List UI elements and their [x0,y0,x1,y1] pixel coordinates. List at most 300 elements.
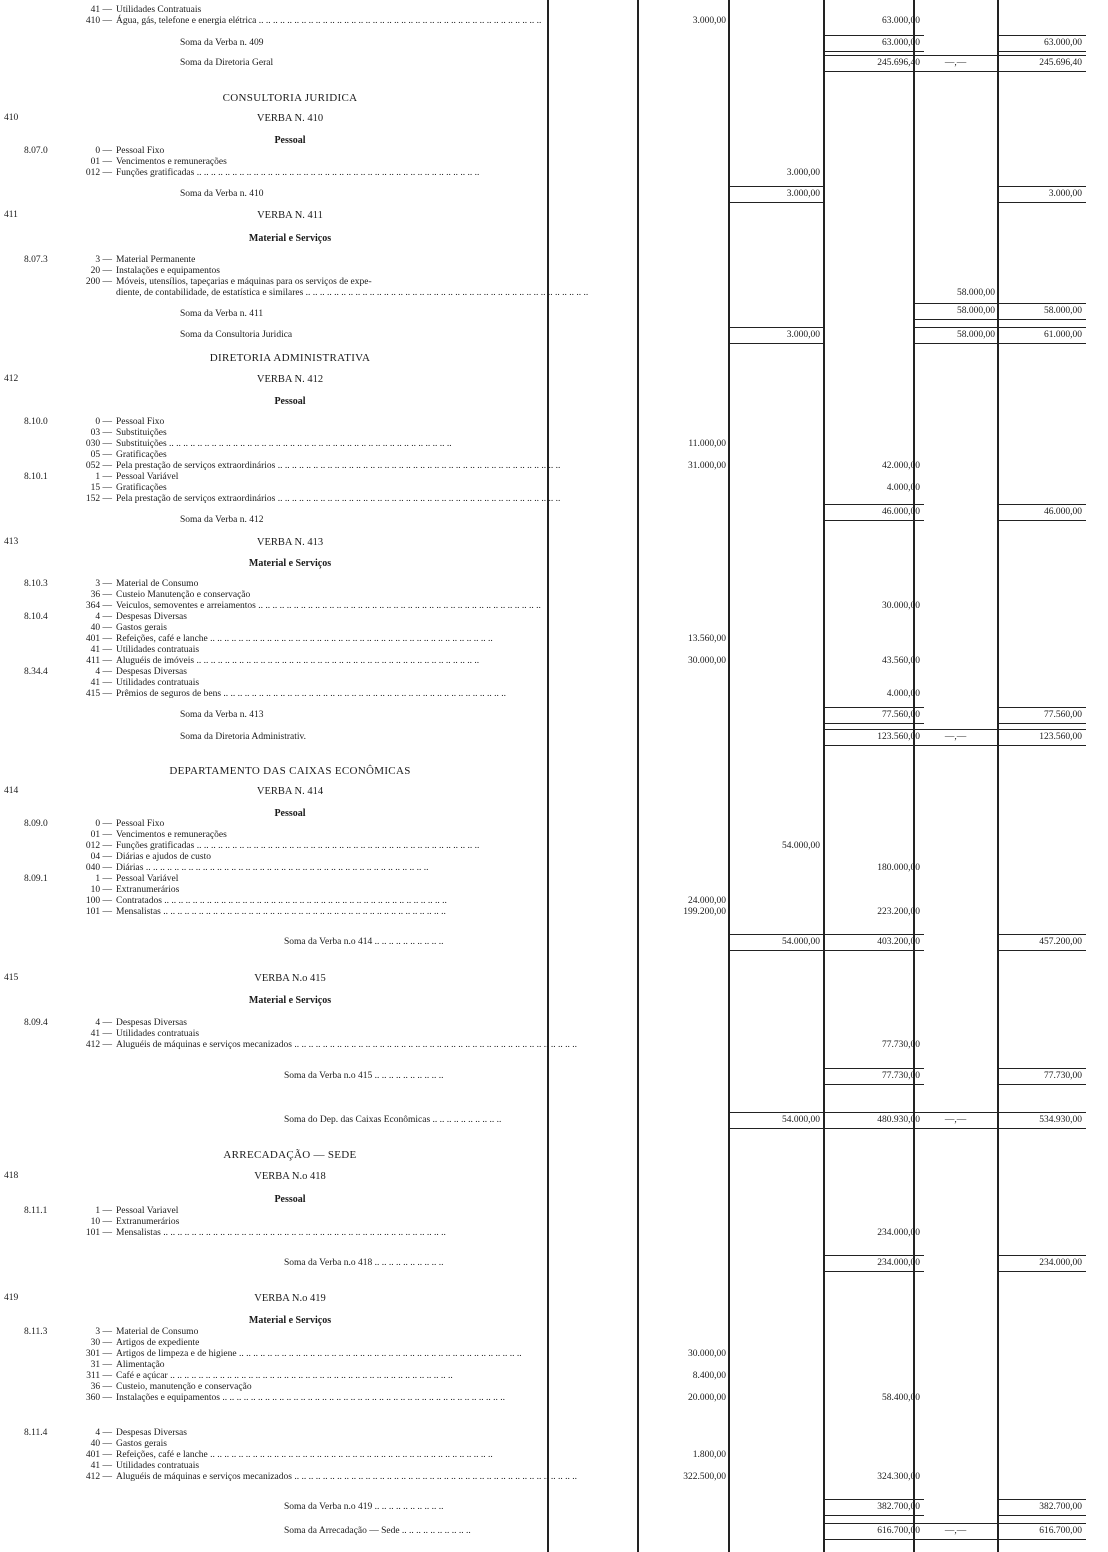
amount-c6: 3.000,00 [1048,189,1082,199]
underline-rule [998,934,1086,935]
item-description [116,1360,542,1370]
item-description [116,428,542,438]
amount-c1: 11.000,00 [688,439,726,449]
group-heading: Pessoal [274,396,306,407]
item-text: Material de Consumo [116,1327,199,1337]
total-rule [998,723,1086,724]
amount-c6: 77.730,00 [1044,1071,1082,1081]
total-rule [998,1271,1086,1272]
classification-code: 152 — [85,494,112,504]
classification-code: 41 — [90,678,112,688]
amount-c4: 42.000,00 [882,461,920,471]
classification-code: 311 — [86,1371,112,1381]
item-text: Vencimentos e remunerações [116,830,227,840]
leader-dots: .. .. .. .. .. .. .. .. .. .. [372,1071,444,1081]
verba-code: 415 [4,973,19,983]
item-text: Despesas Diversas [116,1428,187,1438]
leader-dots: .. .. .. .. .. .. .. .. .. .. .. .. .. .. .. .. .. .. .. .. .. .. .. .. .. .. .. .. .. .. .. .. .. .. .. .. .. .. .. .. [275,494,561,504]
item-description [116,1206,542,1216]
amount-c6: 77.560,00 [1044,710,1082,720]
total-rule [728,950,824,951]
verba-code: 418 [4,1171,19,1181]
budget-code: 8.10.3 [24,579,48,589]
verba-heading: VERBA N. 412 [256,374,324,385]
item-description [116,678,542,688]
item-text: Instalações e equipamentos [116,1393,220,1403]
verba-heading: VERBA N. 411 [257,210,323,221]
classification-code: 01 — [90,830,112,840]
total-rule [914,1128,999,1129]
amount-c6: 616.700,00 [1039,1526,1082,1536]
column-rule-2 [823,0,825,1552]
classification-code: 0 — [95,819,112,829]
amount-c2: 3.000,00 [786,189,820,199]
item-text: Pessoal Variável [116,874,179,884]
classification-code: 301 — [85,1349,112,1359]
sum-label [180,515,542,525]
underline-rule [998,504,1086,505]
classification-code: 012 — [85,168,112,178]
total-rule [914,1539,999,1540]
leader-dots: .. .. .. .. .. .. .. .. .. .. .. .. .. .. .. .. .. .. .. .. .. .. .. .. .. .. .. .. .. .. .. .. .. .. .. .. .. .. .. .. [194,841,480,851]
budget-code: 8.11.3 [24,1327,48,1337]
classification-code: 411 — [86,656,112,666]
total-rule [824,1515,924,1516]
item-text: Alimentação [116,1360,165,1370]
leader-dots: .. .. .. .. .. .. .. .. .. .. .. .. .. .. .. .. .. .. .. .. .. .. .. .. .. .. .. .. .. .. .. .. .. .. .. .. .. .. .. .. [161,896,447,906]
amount-c6: 234.000,00 [1039,1258,1082,1268]
verba-code: 414 [4,786,19,796]
item-description [116,819,542,829]
underline-rule [824,1255,924,1256]
item-text: Material Permanente [116,255,196,265]
sum-label [180,732,542,742]
item-text: Utilidades contratuais [116,1029,200,1039]
item-description [116,885,542,895]
underline-rule [824,1112,924,1113]
item-description [116,601,542,611]
leader-dots: .. .. .. .. .. .. .. .. .. .. .. .. .. .. .. .. .. .. .. .. .. .. .. .. .. .. .. .. .. .. .. .. .. .. .. .. .. .. .. .. [236,1349,522,1359]
classification-code: 101 — [85,1228,112,1238]
underline-rule [998,1523,1086,1524]
classification-code: 412 — [85,1472,112,1482]
classification-code: 04 — [90,852,112,862]
amount-c4: 63.000,00 [882,16,920,26]
item-description [116,157,542,167]
item-description [116,5,542,15]
classification-code: 1 — [95,874,112,884]
item-text: Refeições, café e lanche [116,634,208,644]
item-text: Água, gás, telefone e energia elétrica [116,16,257,26]
total-rule [998,1539,1086,1540]
item-text: Funções gratificadas [116,841,195,851]
item-text: Instalações e equipamentos [116,266,220,276]
amount-c4: 43.560,00 [882,656,920,666]
amount-c1: 30.000,00 [688,656,726,666]
section-heading: ARRECADAÇÃO — SEDE [223,1149,357,1161]
section-heading: DEPARTAMENTO DAS CAIXAS ECONÔMICAS [169,765,411,777]
budget-code: 8.10.1 [24,472,48,482]
item-text: Despesas Diversas [116,667,187,677]
classification-code: 101 — [85,907,112,917]
classification-code: 1 — [95,472,112,482]
item-text: Pessoal Variavel [116,1206,179,1216]
item-description [116,1439,542,1449]
amount-c4: 123.560,00 [877,732,920,742]
leader-dots: .. .. .. .. .. .. .. .. .. .. .. .. .. .. .. .. .. .. .. .. .. .. .. .. .. .. .. .. .. .. .. .. .. .. .. .. .. .. .. .. [207,634,493,644]
underline-rule [998,1112,1086,1113]
amount-c5: —,— [944,58,967,68]
sum-label [284,1258,544,1268]
sum-text: Soma da Verba n.o 418 [284,1258,373,1268]
item-text: Móveis, utensílios, tapeçarias e máquinas para os serviços de expe- [116,277,372,287]
amount-c6: 123.560,00 [1039,732,1082,742]
sum-text: Soma da Diretoria Administrativ. [180,732,307,742]
amount-c4: 223.200,00 [877,907,920,917]
amount-c5: 58.000,00 [957,288,995,298]
group-heading: Pessoal [274,808,306,819]
amount-c1: 30.000,00 [688,1349,726,1359]
sum-label [180,330,542,340]
item-description [116,1393,542,1403]
sum-text: Soma da Diretoria Geral [180,58,274,68]
sum-text: Soma da Verba n.o 414 [284,937,373,947]
underline-rule [914,1112,999,1113]
classification-code: 41 — [90,645,112,655]
item-description [116,1450,542,1460]
total-rule [914,745,999,746]
item-text: Pessoal Fixo [116,819,165,829]
classification-code: 040 — [85,863,112,873]
classification-code: 05 — [90,450,112,460]
underline-rule [728,186,824,187]
amount-c2: 54.000,00 [782,1115,820,1125]
leader-dots: .. .. .. .. .. .. .. .. .. .. .. .. .. .. .. .. .. .. .. .. .. .. .. .. .. .. .. .. .. .. .. .. .. .. .. .. .. .. .. .. [167,1371,453,1381]
leader-dots: .. .. .. .. .. .. .. .. .. .. [430,1115,502,1125]
classification-code: 10 — [90,885,112,895]
amount-c6: 63.000,00 [1044,38,1082,48]
group-heading: Material e Serviços [248,233,332,244]
item-description [116,461,561,471]
total-rule [824,71,924,72]
underline-rule [728,934,824,935]
budget-code: 8.09.0 [24,819,48,829]
budget-code: 8.07.3 [24,255,48,265]
amount-c4: 77.730,00 [882,1040,920,1050]
item-description [116,874,542,884]
amount-c4: 480.930,00 [877,1115,920,1125]
underline-rule [728,1112,824,1113]
total-rule [998,520,1086,521]
item-text: Funções gratificadas [116,168,195,178]
underline-rule [998,1068,1086,1069]
total-rule [914,319,999,320]
underline-rule [824,729,924,730]
item-description [116,1472,577,1482]
budget-code: 8.09.1 [24,874,48,884]
budget-code: 8.10.4 [24,612,48,622]
sum-label [284,1115,544,1125]
amount-c1: 322.500,00 [683,1472,726,1482]
amount-c5: —,— [944,1526,967,1536]
item-description [116,16,542,26]
item-text: Substituições [116,428,167,438]
classification-code: 100 — [85,896,112,906]
classification-code: 41 — [90,1029,112,1039]
total-rule [824,1271,924,1272]
item-text: Gratificações [116,483,167,493]
amount-c1: 13.560,00 [688,634,726,644]
item-description [116,667,542,677]
underline-rule [998,1255,1086,1256]
sum-text: Soma da Verba n. 410 [180,189,264,199]
total-rule [998,1128,1086,1129]
item-text: Mensalistas [116,907,161,917]
verba-code: 419 [4,1293,19,1303]
item-description [116,1018,542,1028]
amount-c2: 3.000,00 [786,330,820,340]
item-text: Utilidades contratuais [116,1461,200,1471]
budget-code: 8.11.1 [24,1206,48,1216]
amount-c5: 58.000,00 [957,306,995,316]
item-description [116,590,542,600]
underline-rule [998,186,1086,187]
item-description [116,288,589,298]
classification-code: 410 — [85,16,112,26]
amount-c5: —,— [944,732,967,742]
item-text: Aluguéis de máquinas e serviços mecanizados [116,1472,292,1482]
classification-code: 41 — [90,1461,112,1471]
amount-c2: 54.000,00 [782,841,820,851]
total-rule [998,343,1086,344]
item-description [116,472,542,482]
item-description [116,439,542,449]
item-description [116,417,542,427]
classification-code: 364 — [85,601,112,611]
leader-dots: .. .. .. .. .. .. .. .. .. .. .. .. .. .. .. .. .. .. .. .. .. .. .. .. .. .. .. .. .. .. .. .. .. .. .. .. .. .. .. .. [291,1040,577,1050]
classification-code: 30 — [90,1338,112,1348]
item-text: Pessoal Fixo [116,146,165,156]
item-text: Pela prestação de serviços extraordinários [116,461,276,471]
amount-c4: 180.000,00 [877,863,920,873]
item-text: Gastos gerais [116,623,167,633]
leader-dots: .. .. .. .. .. .. .. .. .. .. .. .. .. .. .. .. .. .. .. .. .. .. .. .. .. .. .. .. .. .. .. .. .. .. .. .. .. .. .. .. [256,16,542,26]
amount-c5: 58.000,00 [957,330,995,340]
leader-dots: .. .. .. .. .. .. .. .. .. .. [372,937,444,947]
column-rule-text [547,0,549,1552]
item-text: Custeio Manutenção e conservação [116,590,251,600]
item-text: Mensalistas [116,1228,161,1238]
item-text: Material de Consumo [116,579,199,589]
sum-label [284,937,544,947]
amount-c1: 3.000,00 [692,16,726,26]
item-description [116,1327,542,1337]
total-rule [998,202,1086,203]
underline-rule [914,729,999,730]
sum-label [284,1526,544,1536]
classification-code: 052 — [85,461,112,471]
amount-c2: 54.000,00 [782,937,820,947]
item-description [116,483,542,493]
item-description [116,1382,542,1392]
classification-code: 412 — [85,1040,112,1050]
amount-c1: 1.800,00 [692,1450,726,1460]
classification-code: 0 — [95,146,112,156]
classification-code: 200 — [85,277,112,287]
item-description [116,830,542,840]
total-rule [998,51,1086,52]
item-description [116,907,542,917]
item-description [116,1228,542,1238]
amount-c4: 382.700,00 [877,1502,920,1512]
budget-code: 8.11.4 [24,1428,48,1438]
underline-rule [824,1523,924,1524]
underline-rule [728,327,824,328]
item-text: Vencimentos e remunerações [116,157,227,167]
item-text: Artigos de expediente [116,1338,200,1348]
total-rule [824,1128,924,1129]
total-rule [728,1128,824,1129]
item-description [116,146,542,156]
underline-rule [998,303,1086,304]
amount-c4: 403.200,00 [877,937,920,947]
classification-code: 3 — [95,579,112,589]
leader-dots: .. .. .. .. .. .. .. .. .. .. .. .. .. .. .. .. .. .. .. .. .. .. .. .. .. .. .. .. .. .. .. .. .. .. .. .. .. .. .. .. [291,1472,577,1482]
total-rule [914,71,999,72]
item-description [116,1029,542,1039]
budget-code: 8.07.0 [24,146,48,156]
verba-heading: VERBA N.o 418 [254,1171,326,1182]
underline-rule [998,35,1086,36]
item-description [116,168,542,178]
classification-code: 41 — [90,5,112,15]
classification-code: 4 — [95,1428,112,1438]
leader-dots: .. .. .. .. .. .. .. .. .. .. .. .. .. .. .. .. .. .. .. .. .. .. .. .. .. .. .. .. .. .. .. .. .. .. .. .. .. .. .. .. [194,168,480,178]
amount-c6: 245.696,40 [1039,58,1082,68]
item-text: Despesas Diversas [116,612,187,622]
classification-code: 01 — [90,157,112,167]
classification-code: 4 — [95,1018,112,1028]
item-description [116,494,561,504]
section-heading: CONSULTORIA JURIDICA [222,92,358,104]
total-rule [824,950,924,951]
amount-c1: 20.000,00 [688,1393,726,1403]
item-text: Utilidades Contratuais [116,5,202,15]
total-rule [998,1515,1086,1516]
budget-code: 8.34.4 [24,667,48,677]
item-description [116,1371,542,1381]
classification-code: 20 — [90,266,112,276]
total-rule [728,343,824,344]
total-rule [824,1084,924,1085]
underline-rule [914,55,999,56]
leader-dots: .. .. .. .. .. .. .. .. .. .. .. .. .. .. .. .. .. .. .. .. .. .. .. .. .. .. .. .. .. .. .. .. .. .. .. .. .. .. .. .. [194,656,480,666]
column-rule-1 [728,0,730,1552]
item-description [116,1040,577,1050]
item-text: Refeições, café e lanche [116,1450,208,1460]
classification-code: 3 — [95,1327,112,1337]
amount-c6: 58.000,00 [1044,306,1082,316]
item-description [116,266,542,276]
amount-c6: 382.700,00 [1039,1502,1082,1512]
amount-c4: 616.700,00 [877,1526,920,1536]
item-text: Aluguéis de imóveis [116,656,195,666]
classification-code: 360 — [85,1393,112,1403]
leader-dots: .. .. .. .. .. .. .. .. .. .. [372,1258,444,1268]
item-text: Pela prestação de serviços extraordinários [116,494,276,504]
item-description [116,1461,542,1471]
item-text: Prêmios de seguros de bens [116,689,222,699]
classification-code: 1 — [95,1206,112,1216]
underline-rule [824,504,924,505]
amount-c5: —,— [944,1115,967,1125]
underline-rule [998,327,1086,328]
item-text: Despesas Diversas [116,1018,187,1028]
item-description [116,896,542,906]
leader-dots: .. .. .. .. .. .. .. .. .. .. [372,1502,444,1512]
sum-text: Soma da Arrecadação — Sede [284,1526,400,1536]
sum-text: Soma da Verba n.o 415 [284,1071,373,1081]
item-description [116,852,542,862]
underline-rule [914,1523,999,1524]
item-text: diente, de contabilidade, de estatística e similares [116,288,304,298]
item-text: Extranumerários [116,885,180,895]
verba-code: 412 [4,374,19,384]
sum-text: Soma da Verba n. 413 [180,710,264,720]
total-rule [998,71,1086,72]
verba-heading: VERBA N. 410 [256,113,324,124]
item-description [116,841,542,851]
underline-rule [824,707,924,708]
amount-c1: 199.200,00 [683,907,726,917]
underline-rule [998,707,1086,708]
item-text: Utilidades contratuais [116,678,200,688]
item-description [116,450,542,460]
item-description [116,612,542,622]
item-text: Café e açúcar [116,1371,168,1381]
classification-code: 4 — [95,667,112,677]
item-text: Diárias e ajudos de custo [116,852,211,862]
verba-heading: VERBA N. 414 [256,786,324,797]
item-text: Pessoal Variável [116,472,179,482]
leader-dots: .. .. .. .. .. .. .. .. .. .. .. .. .. .. .. .. .. .. .. .. .. .. .. .. .. .. .. .. .. .. .. .. .. .. .. .. .. .. .. .. [207,1450,493,1460]
leader-dots: .. .. .. .. .. .. .. .. .. .. .. .. .. .. .. .. .. .. .. .. .. .. .. .. .. .. .. .. .. .. .. .. .. .. .. .. .. .. .. .. [160,1228,446,1238]
column-rule-left [637,0,639,1552]
underline-rule [824,55,924,56]
item-text: Contratados [116,896,162,906]
total-rule [824,1539,924,1540]
amount-c6: 46.000,00 [1044,507,1082,517]
section-heading: DIRETORIA ADMINISTRATIVA [209,352,371,364]
classification-code: 36 — [90,590,112,600]
amount-c4: 234.000,00 [877,1228,920,1238]
total-rule [824,520,924,521]
underline-rule [998,55,1086,56]
underline-rule [998,1499,1086,1500]
sum-label [180,189,542,199]
leader-dots: .. .. .. .. .. .. .. .. .. .. .. .. .. .. .. .. .. .. .. .. .. .. .. .. .. .. .. .. .. .. .. .. .. .. .. .. .. .. .. .. [255,601,541,611]
amount-c4: 30.000,00 [882,601,920,611]
item-description [116,277,542,287]
amount-c4: 245.696,40 [877,58,920,68]
item-text: Substituições [116,439,167,449]
item-text: Gastos gerais [116,1439,167,1449]
budget-code: 8.09.4 [24,1018,48,1028]
item-text: Gratificações [116,450,167,460]
total-rule [998,1084,1086,1085]
sum-text: Soma da Consultoria Juridica [180,330,293,340]
item-description [116,1338,542,1348]
